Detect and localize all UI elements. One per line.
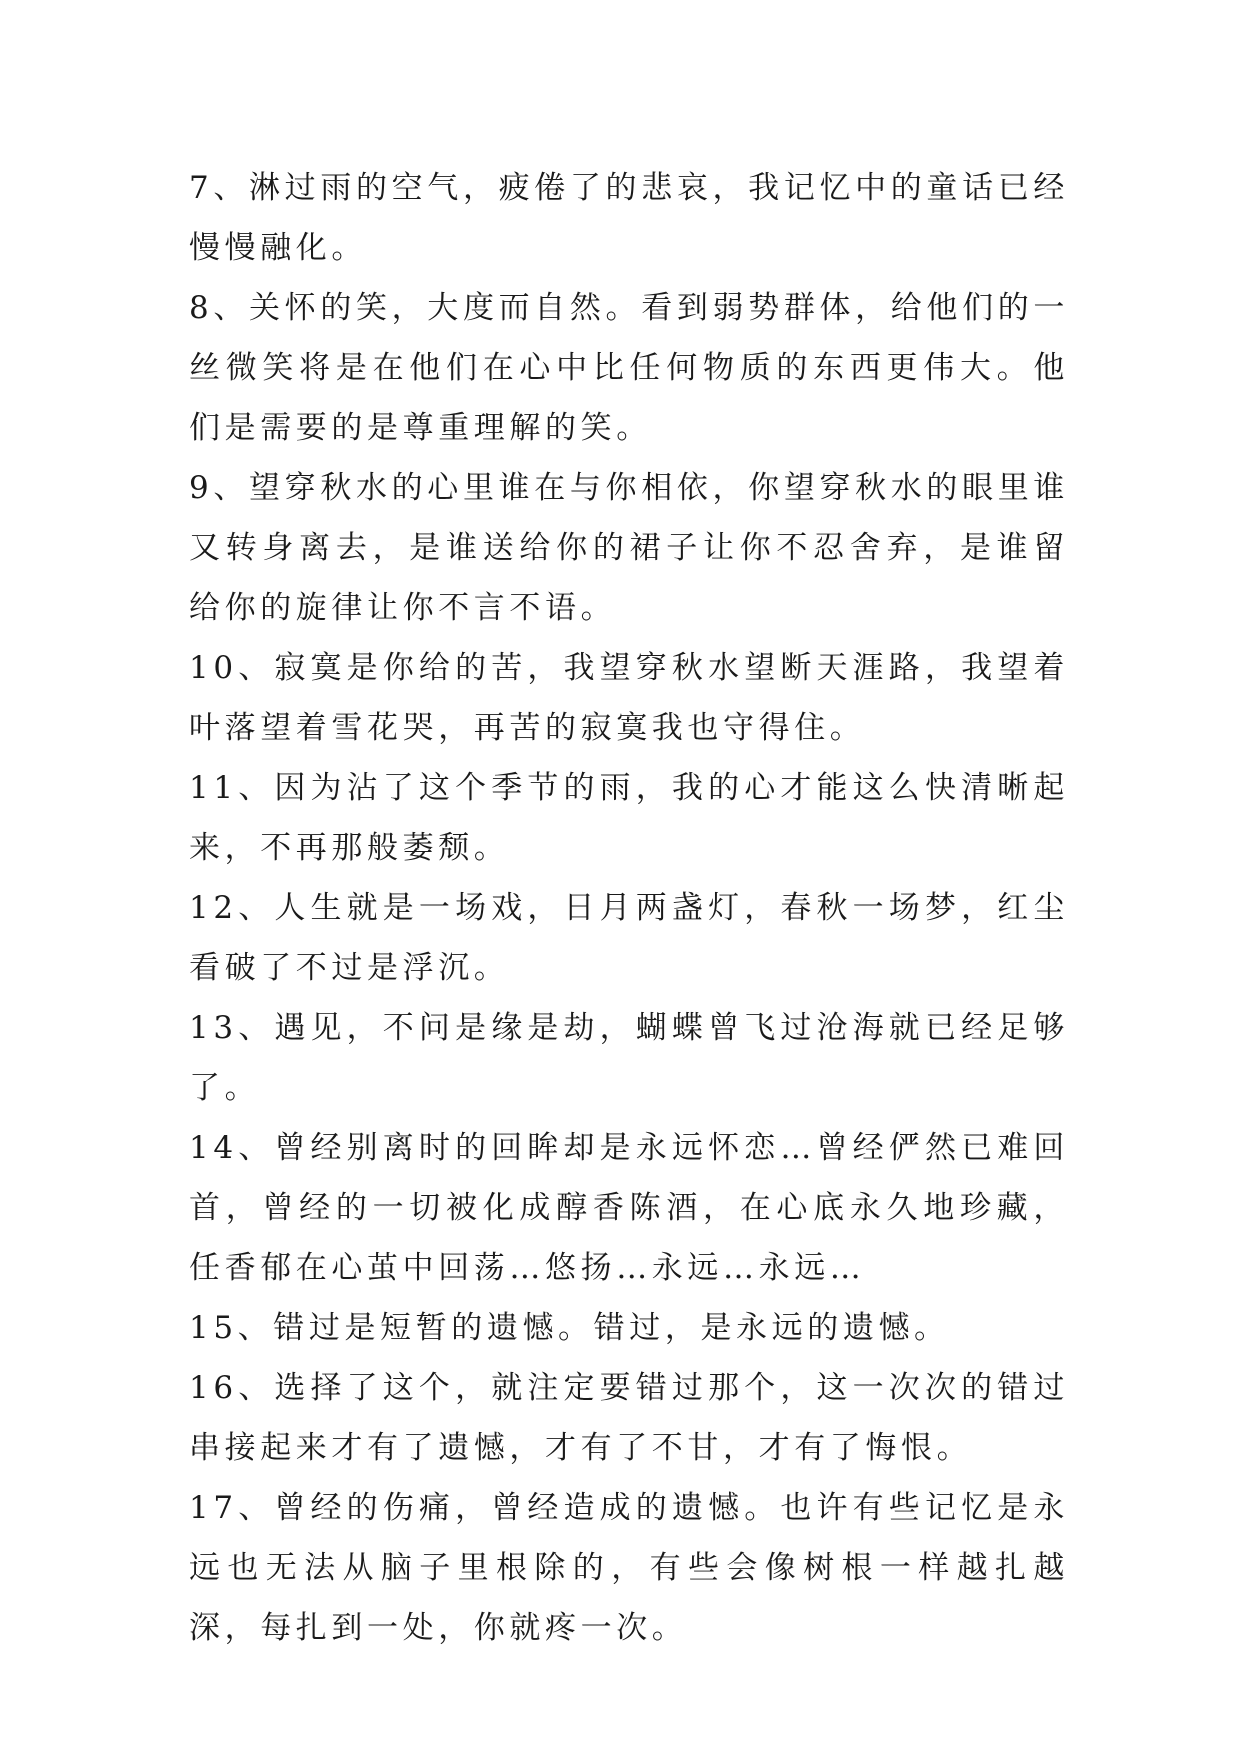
paragraph-7: 7、淋过雨的空气，疲倦了的悲哀，我记忆中的童话已经慢慢融化。 — [189, 170, 1069, 266]
paragraph-11: 11、因为沾了这个季节的雨，我的心才能这么快清晰起来，不再那般萎颓。 — [189, 770, 1069, 866]
paragraph-14: 14、曾经别离时的回眸却是永远怀恋…曾经俨然已难回首，曾经的一切被化成醇香陈酒，在心底永久地珍藏，任香郁在心茧中回荡…悠扬…永远…永远… — [189, 1130, 1069, 1286]
paragraph-16: 16、选择了这个，就注定要错过那个，这一次次的错过串接起来才有了遗憾，才有了不甘，才有了悔恨。 — [189, 1370, 1069, 1466]
paragraph-17: 17、曾经的伤痛，曾经造成的遗憾。也许有些记忆是永远也无法从脑子里根除的，有些会像树根一样越扎越深，每扎到一处，你就疼一次。 — [189, 1490, 1069, 1646]
paragraph-10: 10、寂寞是你给的苦，我望穿秋水望断天涯路，我望着叶落望着雪花哭，再苦的寂寞我也守得住。 — [189, 650, 1069, 746]
paragraph-15: 15、错过是短暂的遗憾。错过，是永远的遗憾。 — [189, 1310, 950, 1346]
paragraph-12: 12、人生就是一场戏，日月两盏灯，春秋一场梦，红尘看破了不过是浮沉。 — [189, 890, 1069, 986]
paragraph-9: 9、望穿秋水的心里谁在与你相依，你望穿秋水的眼里谁又转身离去，是谁送给你的裙子让你不忍舍弃，是谁留给你的旋律让你不言不语。 — [189, 470, 1069, 626]
paragraph-8: 8、关怀的笑，大度而自然。看到弱势群体，给他们的一丝微笑将是在他们在心中比任何物质的东西更伟大。他们是需要的是尊重理解的笑。 — [189, 290, 1069, 446]
document-body — [189, 158, 1069, 1658]
paragraph-13: 13、遇见，不问是缘是劫，蝴蝶曾飞过沧海就已经足够了。 — [189, 1010, 1069, 1106]
